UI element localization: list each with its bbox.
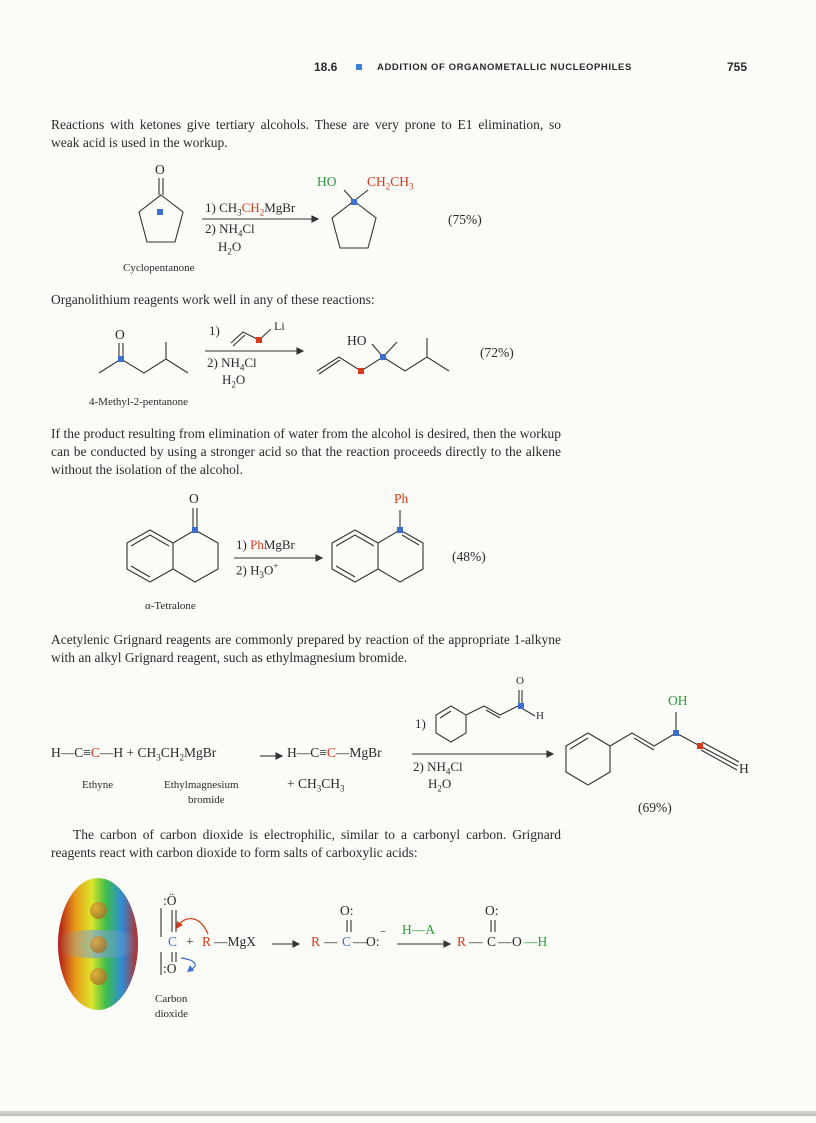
running-title: ADDITION OF ORGANOMETALLIC NUCLEOPHILES — [377, 62, 632, 73]
r3-yield: (48%) — [452, 549, 486, 564]
r1-oxygen: O — [155, 162, 165, 177]
r5-final-bond: — — [469, 934, 483, 949]
r5-final-r: R — [457, 934, 467, 949]
product-4-structure — [566, 712, 739, 785]
r5-final-bond-2: — — [498, 934, 512, 949]
tetralone-structure — [127, 508, 218, 582]
cinnamaldehyde-structure — [436, 690, 535, 742]
r1-reagent-1: 1) $CH_3CH_2MgBr$ — [205, 200, 296, 218]
r4-caption-grignard: Ethylmagnesium — [164, 779, 239, 791]
r1-caption: Cyclopentanone — [123, 262, 195, 274]
r4-caption-ethyne: Ethyne — [82, 779, 114, 791]
r4-yield: (69%) — [638, 800, 672, 815]
r5-o-top: :Ö — [163, 893, 177, 908]
paragraph-2: Organolithium reagents work well in any of these reactions: — [51, 292, 375, 307]
r4-aldehyde-oxygen: O — [516, 675, 524, 687]
r2-yield: (72%) — [480, 345, 514, 360]
product-1-structure — [332, 190, 376, 248]
paragraph-1: Reactions with ketones give tertiary alcohols. These are very prone to E1 elimination, so weak acid is used in the workup. — [51, 117, 561, 150]
paragraph-3: If the product resulting from elimination of water from the alcohol is desired, then the workup can be conducted by using a stronger acid so that the reaction proceeds directly to the alkene without the isolation of the alcohol. — [51, 426, 561, 477]
r5-minus: − — [380, 926, 387, 938]
carbonyl-carbon-marker — [157, 209, 163, 215]
r2-oxygen: O — [115, 327, 125, 342]
r4-terminal-h: H — [739, 761, 749, 776]
r1-water: $H_2O$ — [218, 239, 242, 257]
r4-reactants: H—C≡C—H + $CH_3CH_2MgBr$ — [51, 745, 217, 763]
r5-final-o2: O — [512, 934, 522, 949]
r1-hydroxyl: HO — [317, 174, 337, 189]
r5-mgx: —MgX — [214, 934, 257, 949]
paragraph-4: Acetylenic Grignard reagents are commonly prepared by reaction of the appropriate 1-alkyne with an alkyl Grignard reagent, such as ethylmagnesium bromide. — [51, 632, 561, 665]
r1-reagent-2: 2) $NH_4Cl$ — [205, 221, 255, 239]
paragraph-5: The carbon of carbon dioxide is electrophilic, similar to a carbonyl carbon. Grignard reagents react with carbon dioxide to form salts of carboxylic acids: — [51, 827, 561, 860]
r2-water: $H_2O$ — [222, 372, 246, 390]
page-number: 755 — [727, 60, 748, 74]
allyllithium-structure — [231, 329, 271, 346]
map-atom-middle — [90, 936, 107, 953]
r3-reagent-2: 2) $H_3O^+$ — [236, 561, 279, 580]
r5-prod-bond: — — [324, 934, 338, 949]
r1-ethyl: $CH_2CH_3$ — [367, 174, 414, 192]
r5-o-bottom: :O — [163, 961, 177, 976]
r2-caption: 4-Methyl-2-pentanone — [89, 396, 188, 408]
section-number: 18.6 — [314, 60, 338, 74]
r4-water: $H_2O$ — [428, 776, 452, 794]
page-edge — [0, 1111, 816, 1116]
r5-prod-bond-2: — — [353, 934, 367, 949]
r5-final-h: —H — [524, 934, 548, 949]
r5-prod-r: R — [311, 934, 321, 949]
r5-caption-1: Carbon — [155, 993, 188, 1005]
r4-acetylide: H—C≡C—MgBr — [287, 745, 382, 760]
r4-reagent-2: 2) $NH_4Cl$ — [413, 759, 463, 777]
map-atom-bottom — [90, 968, 107, 985]
r5-prod-o2: O: — [366, 934, 380, 949]
r5-final-o: O: — [485, 903, 499, 918]
r4-ethane: + $CH_3CH_3$ — [287, 776, 345, 794]
r3-phenyl: Ph — [394, 491, 409, 506]
r4-hydroxyl: OH — [668, 693, 688, 708]
r4-aldehyde-hydrogen: H — [536, 710, 544, 722]
r5-carbon: C — [168, 934, 178, 949]
r2-hydroxyl: HO — [347, 333, 367, 348]
r2-reagent-2: 2) $NH_4Cl$ — [207, 355, 257, 373]
r4-caption-grignard-2: bromide — [188, 794, 225, 806]
r1-yield: (75%) — [448, 212, 482, 227]
r5-r-group: R — [202, 934, 212, 949]
r5-final-c: C — [487, 934, 497, 949]
r4-step-1: 1) — [415, 716, 426, 731]
r5-prod-o: O: — [340, 903, 354, 918]
r3-oxygen: O — [189, 491, 199, 506]
r5-prod-c: C — [342, 934, 352, 949]
r3-reagent-1: 1) PhMgBr — [236, 537, 295, 552]
r5-plus: + — [186, 934, 194, 949]
r2-step-1: 1) — [209, 323, 220, 338]
r5-caption-2: dioxide — [155, 1008, 188, 1020]
r3-caption: α-Tetralone — [145, 600, 196, 612]
product-3-structure — [332, 510, 423, 582]
map-atom-top — [90, 902, 107, 919]
methylpentanone-structure — [99, 342, 188, 373]
r5-acid: H—A — [402, 922, 435, 937]
r2-lithium: Li — [274, 319, 285, 333]
